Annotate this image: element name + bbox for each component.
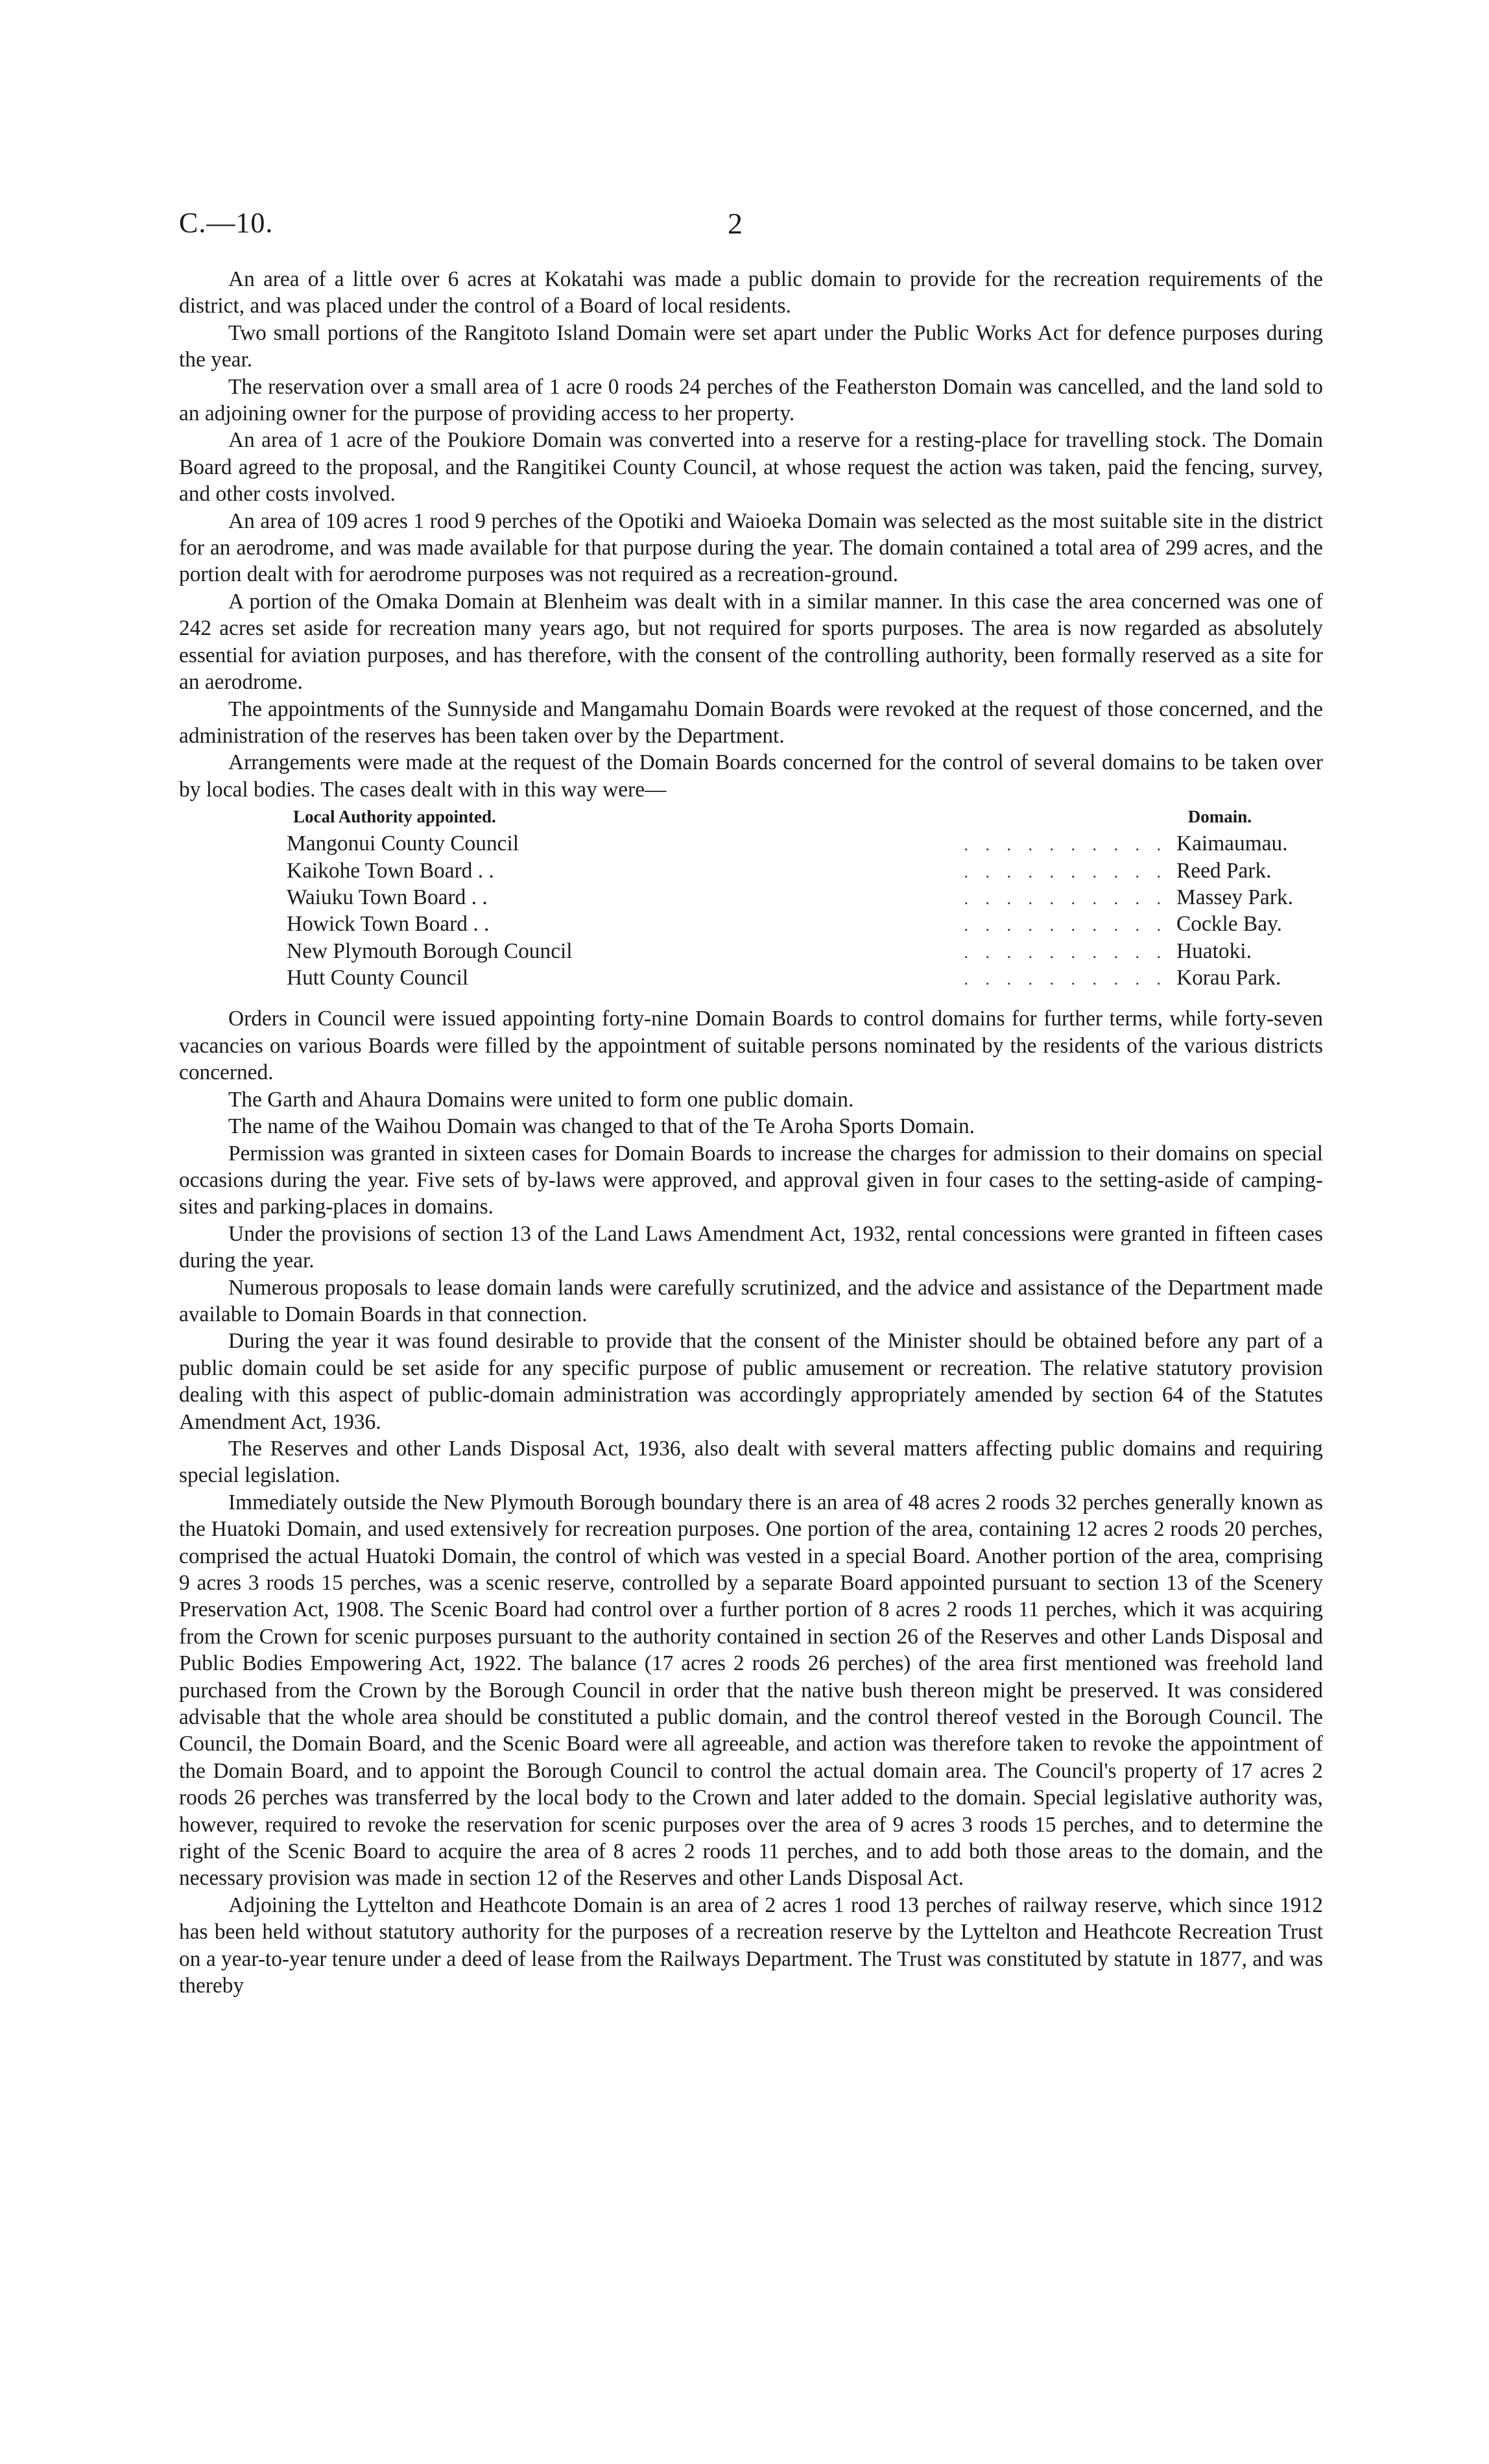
domain-cell: Huatoki. [1176,939,1252,963]
paragraph: Two small portions of the Rangitoto Island Domain were set apart under the Public Works Act for defence purposes during the year. [179,320,1323,372]
paragraph: Orders in Council were issued appointing forty-nine Domain Boards to control domains for further terms, while forty-seven vacancies on various Boards were filled by the appointment of suitable persons nominated by the residents of the various districts concerned. [179,1007,1323,1085]
domain-cell: Korau Park. [1176,966,1281,990]
paragraph: The appointments of the Sunnyside and Mangamahu Domain Boards were revoked at the request of those concerned, and the administration of the reserves has been taken over by the Department. [179,697,1323,748]
paragraph: Immediately outside the New Plymouth Borough boundary there is an area of 48 acres 2 roods 32 perches generally known as the Huatoki Domain, and used extensively for recreation purposes. One portion of the area, containing 12 acres 2 roods 20 perches, comprised the actual Huatoki Domain, the control of which was vested in a special Board. Another portion of the area, comprising 9 acres 3 roods 15 perches, was a scenic reserve, controlled by a separate Board appointed pursuant to section 13 of the Scenery Preservation Act, 1908. The Scenic Board had control over a further portion of 8 acres 2 roods 11 perches, which it was acquiring from the Crown for scenic purposes pursuant to the authority contained in section 26 of the Reserves and other Lands Disposal and Public Bodies Empowering Act, 1922. The balance (17 acres 2 roods 26 perches) of the area first mentioned was freehold land purchased from the Crown by the Borough Council in order that the native bush thereon might be preserved. It was considered advisable that the whole area should be constituted a public domain, and the control thereof vested in the Borough Council. The Council, the Domain Board, and the Scenic Board were all agreeable, and action was therefore taken to revoke the appointment of the Domain Board, and to appoint the Borough Council to control the actual domain area. The Council's property of 17 acres 2 roods 26 perches was transferred by the local body to the Crown and later added to the domain. Special legislative authority was, however, required to revoke the reservation for scenic purposes over the area of 9 acres 3 roods 15 perches, and to determine the right of the Scenic Board to acquire the area of 8 acres 2 roods 11 perches, and to add both those areas to the domain, and the necessary provision was made in section 12 of the Reserves and other Lands Disposal Act. [179,1490,1323,1891]
leader-dots: . . . . . . . . . . [964,916,1167,935]
paragraph: The reservation over a small area of 1 acre 0 roods 24 perches of the Featherston Domain was cancelled, and the land sold to an adjoining owner for the purpose of providing access to her property. [179,374,1323,426]
domain-cell: Massey Park. [1176,885,1293,909]
column-header-domain: Domain. [1187,807,1252,827]
domain-cell: Cockle Bay. [1176,912,1282,937]
leader-dots: . . . . . . . . . . [964,889,1167,908]
paragraph: An area of a little over 6 acres at Kokatahi was made a public domain to provide for the recreation requirements of the district, and was placed under the control of a Board of local residents. [179,267,1323,318]
leader-dots: . . . . . . . . . . [964,862,1167,881]
paragraph: Numerous proposals to lease domain lands were carefully scrutinized, and the advice and assistance of the Department made available to Domain Boards in that connection. [179,1275,1323,1326]
domain-cell: Kaimaumau. [1176,831,1288,856]
paragraph: Permission was granted in sixteen cases for Domain Boards to increase the charges for admission to their domains on special occasions during the year. Five sets of by-laws were approved, and approval given in four cases to the setting-aside of camping-sites and parking-places in domains. [179,1141,1323,1219]
page-number: 2 [728,207,743,240]
paragraph: A portion of the Omaka Domain at Blenheim was dealt with in a similar manner. In this case the area concerned was one of 242 acres set aside for recreation many years ago, but not required for sports purposes. The area is now regarded as absolutely essential for aviation purposes, and has therefore, with the consent of the controlling authority, been formally reserved as a site for an aerodrome. [179,589,1323,695]
column-header-authority: Local Authority appointed. [293,807,496,827]
table-row [179,857,1323,884]
authority-cell: Hutt County Council [287,966,469,990]
authority-cell: Mangonui County Council [287,831,519,856]
document-body [179,266,1323,2000]
table-header [179,806,1323,830]
table-row [179,911,1323,937]
authority-cell: Kaikohe Town Board . . [287,858,494,883]
paragraph: An area of 109 acres 1 rood 9 perches of the Opotiki and Waioeka Domain was selected as the most suitable site in the district for an aerodrome, and was made available for that purpose during the year. The domain contained a total area of 299 acres, and the portion dealt with for aerodrome purposes was not required as a recreation-ground. [179,508,1323,587]
paragraph: During the year it was found desirable to provide that the consent of the Minister should be obtained before any part of a public domain could be set aside for any specific purpose of public amusement or recreation. The relative statutory provision dealing with this aspect of public-domain administration was accordingly appropriately amended by section 64 of the Statutes Amendment Act, 1936. [179,1329,1323,1434]
paragraph: Under the provisions of section 13 of the Land Laws Amendment Act, 1932, rental concessions were granted in fifteen cases during the year. [179,1221,1323,1273]
leader-dots: . . . . . . . . . . [964,942,1167,962]
domain-cell: Reed Park. [1176,858,1272,883]
paragraph: Adjoining the Lyttelton and Heathcote Domain is an area of 2 acres 1 rood 13 perches of railway reserve, which since 1912 has been held without statutory authority for the purposes of a recreation reserve by the Lyttelton and Heathcote Recreation Trust on a year-to-year tenure under a deed of lease from the Railways Department. The Trust was constituted by statute in 1877, and was thereby [179,1893,1323,1998]
report-reference: C.—10. [179,207,274,239]
authority-cell: Waiuku Town Board . . [287,885,488,909]
table-row [179,830,1323,857]
paragraph: The Reserves and other Lands Disposal Act, 1936, also dealt with several matters affecting public domains and requiring special legislation. [179,1436,1323,1488]
leader-dots: . . . . . . . . . . [964,835,1167,855]
paragraph: Arrangements were made at the request of the Domain Boards concerned for the control of several domains to be taken over by local bodies. The cases dealt with in this way were— [179,750,1323,802]
authority-cell: New Plymouth Borough Council [287,939,573,963]
leader-dots: . . . . . . . . . . [964,970,1167,989]
domain-authority-table [179,806,1323,991]
paragraph: The name of the Waihou Domain was changed to that of the Te Aroha Sports Domain. [228,1114,975,1139]
table-row [179,938,1323,964]
paragraph: The Garth and Ahaura Domains were united to form one public domain. [228,1087,854,1112]
table-row [179,884,1323,911]
paragraph: An area of 1 acre of the Poukiore Domain was converted into a reserve for a resting-place for travelling stock. The Domain Board agreed to the proposal, and the Rangitikei County Council, at whose request the action was taken, paid the fencing, survey, and other costs involved. [179,428,1323,507]
authority-cell: Howick Town Board . . [287,912,490,937]
table-row [179,964,1323,991]
